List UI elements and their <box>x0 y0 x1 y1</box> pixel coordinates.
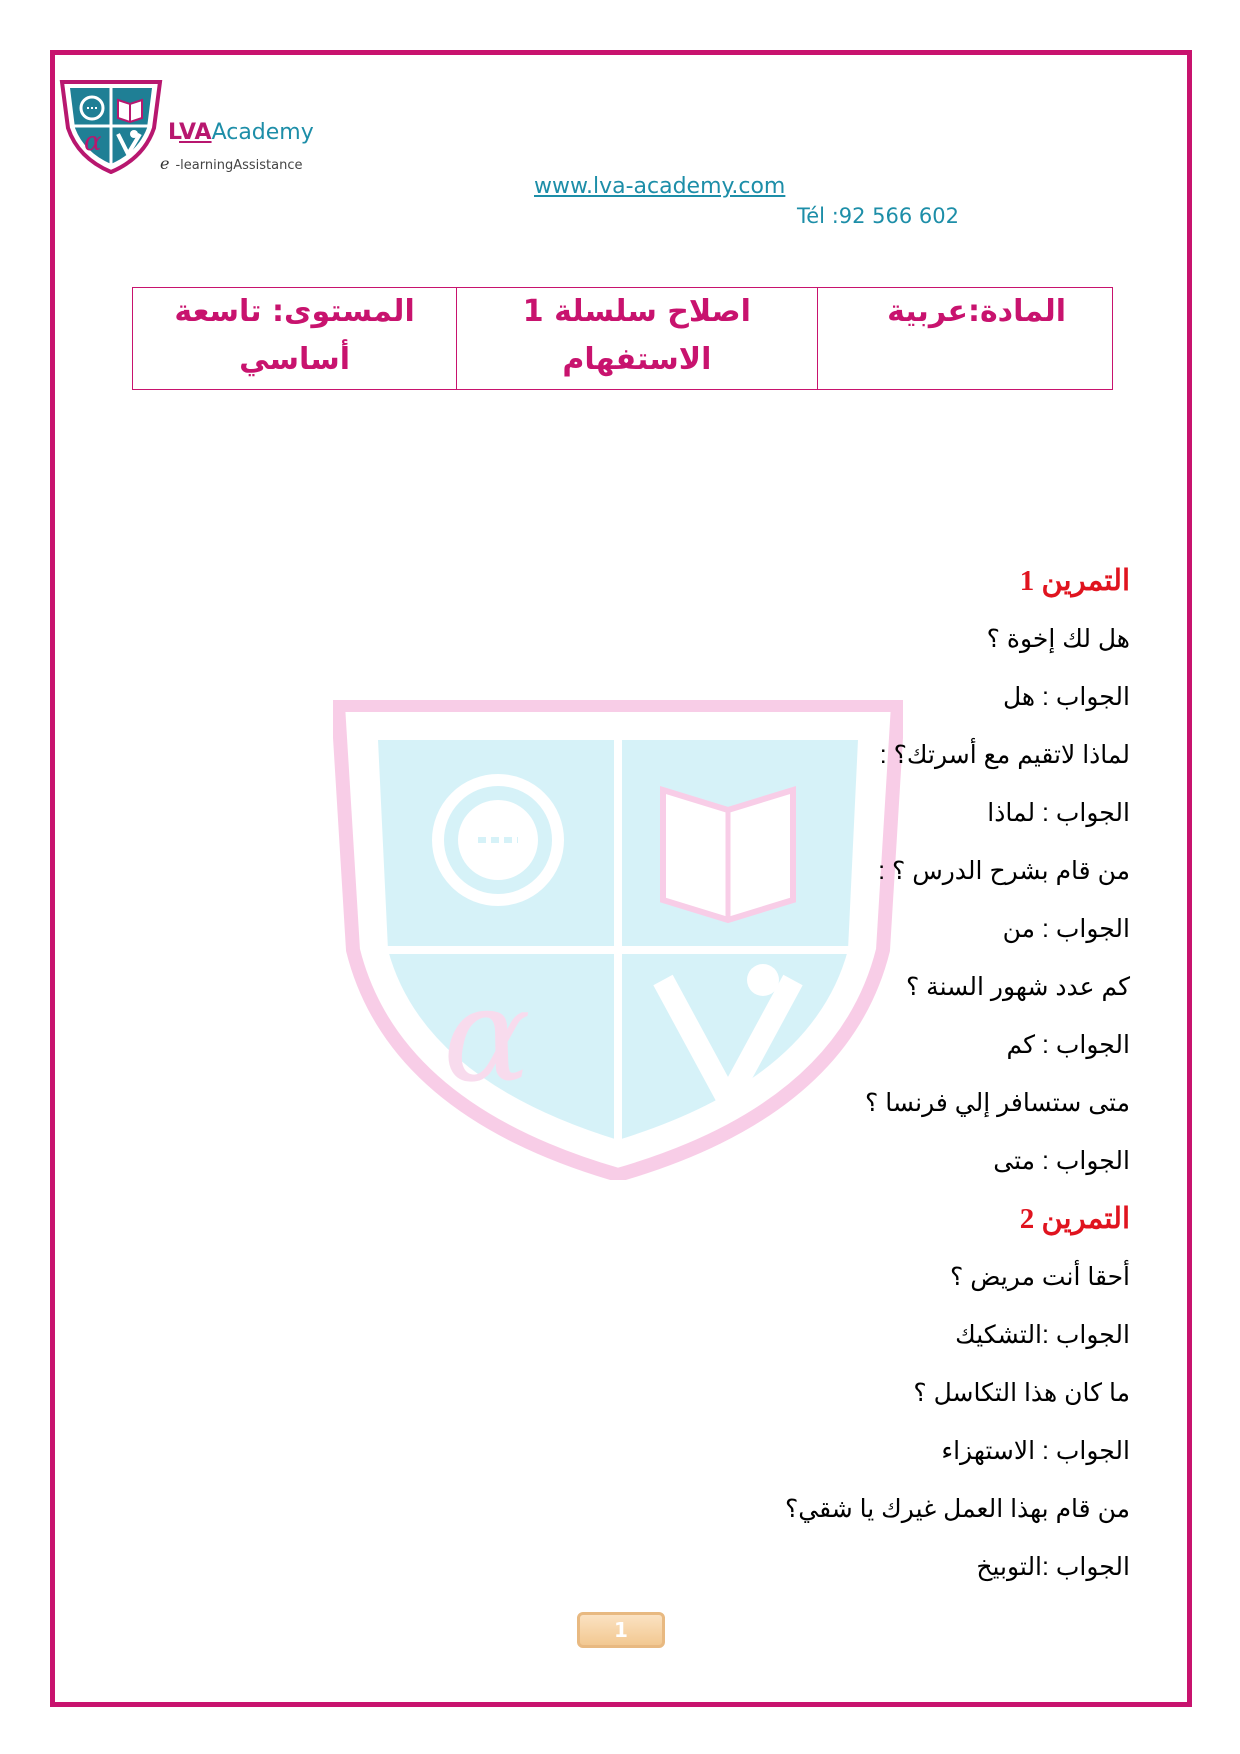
brand-tagline: e -learningAssistance <box>160 154 303 173</box>
exercise-2-line: ما كان هذا التكاسل ؟ <box>913 1379 1130 1407</box>
svg-text:α: α <box>84 127 102 157</box>
exercise-1-title: التمرين 1 <box>1019 565 1130 597</box>
exercise-1-line: الجواب : من <box>1002 915 1130 943</box>
exercise-2-line: الجواب : الاستهزاء <box>941 1437 1130 1465</box>
exercise-1-line: هل لك إخوة ؟ <box>986 625 1130 653</box>
exercise-1-line: الجواب : كم <box>1006 1031 1130 1059</box>
exercise-1-line: متى ستسافر إلي فرنسا ؟ <box>864 1089 1130 1117</box>
brand-name: LVAAcademy <box>168 120 314 145</box>
exercise-1-line: الجواب : لماذا <box>987 799 1130 827</box>
exercise-2-line: أحقا أنت مريض ؟ <box>950 1263 1130 1291</box>
exercise-1-line: من قام بشرح الدرس ؟ : <box>878 857 1130 885</box>
exercise-2-line: من قام بهذا العمل غيرك يا شقي؟ <box>785 1495 1130 1523</box>
phone-number: Tél :92 566 602 <box>797 204 960 228</box>
website-link[interactable]: www.lva-academy.com <box>534 174 786 199</box>
exercise-1-line: كم عدد شهور السنة ؟ <box>905 973 1130 1001</box>
page-number-badge: 1 <box>577 1612 665 1648</box>
title-line-2: الاستفهام <box>562 342 712 377</box>
academy-logo-icon <box>58 78 164 174</box>
exercise-2-title: التمرين 2 <box>1019 1203 1130 1235</box>
title-line-1: اصلاح سلسلة 1 <box>522 294 751 329</box>
subject-cell: المادة:عربية <box>817 288 1112 390</box>
exercise-1-line: لماذا لاتقيم مع أسرتك؟ : <box>879 741 1130 769</box>
exercise-1-line: الجواب : هل <box>1002 683 1130 711</box>
exercise-2-line: الجواب :التوبيخ <box>976 1553 1130 1581</box>
exercise-1-line: الجواب : متى <box>993 1147 1130 1175</box>
exercise-2-line: الجواب :التشكيك <box>955 1321 1130 1349</box>
svg-text:α: α <box>443 959 531 1111</box>
info-table <box>132 287 1113 390</box>
level-line-1: المستوى: تاسعة <box>174 294 415 329</box>
level-cell <box>133 288 457 390</box>
level-line-2: أساسي <box>239 342 351 377</box>
exercises-content <box>530 558 1130 1602</box>
title-cell <box>457 288 817 390</box>
